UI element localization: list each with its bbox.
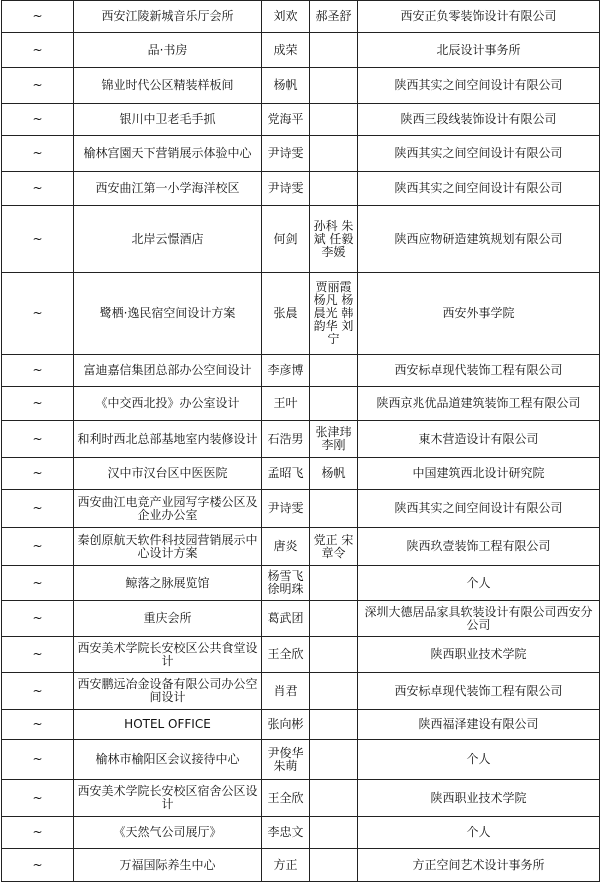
company-name: 陕西职业技术学院 [358,780,600,817]
project-name: 榆林宫園天下营销展示体验中心 [74,136,262,172]
table-row [2,458,600,490]
project-name: 西安美术学院长安校区宿舍公区设计 [74,780,262,817]
designer-name: 杨雪飞 徐明珠 [262,566,310,601]
table-row [2,421,600,458]
project-name: 榆林市榆阳区会议接待中心 [74,740,262,780]
designer-name: 张向彬 [262,710,310,740]
team-members [310,601,358,637]
designer-name: 刘欢 [262,1,310,33]
table-row [2,780,600,817]
row-number: ~ [2,673,74,710]
team-members [310,710,358,740]
project-name: 汉中市汉台区中医医院 [74,458,262,490]
table-body [2,1,600,882]
row-number: ~ [2,33,74,68]
award-list-table [1,0,600,882]
company-name: 陕西玖壹装饰工程有限公司 [358,528,600,566]
company-name: 西安标卓现代装饰工程有限公司 [358,673,600,710]
project-name: 鹭栖·逸民宿空间设计方案 [74,273,262,355]
team-members [310,849,358,882]
team-members: 张津玮 李刚 [310,421,358,458]
table-row [2,673,600,710]
row-number: ~ [2,387,74,421]
row-number: ~ [2,637,74,673]
company-name: 西安外事学院 [358,273,600,355]
team-members [310,33,358,68]
project-name: 品·书房 [74,33,262,68]
table-row [2,172,600,206]
team-members: 党正 宋章令 [310,528,358,566]
table-row [2,637,600,673]
company-name: 陕西福泽建设有限公司 [358,710,600,740]
designer-name: 葛武团 [262,601,310,637]
team-members: 郝圣舒 [310,1,358,33]
project-name: 《天然气公司展厅》 [74,817,262,849]
project-name: HOTEL OFFICE [74,710,262,740]
table-row [2,740,600,780]
team-members: 孙科 朱斌 任毅 李媛 [310,206,358,273]
designer-name: 唐炎 [262,528,310,566]
table-row [2,136,600,172]
company-name: 西安标卓现代装饰工程有限公司 [358,355,600,387]
designer-name: 成荣 [262,33,310,68]
row-number: ~ [2,566,74,601]
team-members [310,68,358,104]
company-name: 个人 [358,566,600,601]
team-members [310,673,358,710]
team-members [310,817,358,849]
row-number: ~ [2,458,74,490]
row-number: ~ [2,740,74,780]
project-name: 秦创原航天软件科技园营销展示中心设计方案 [74,528,262,566]
row-number: ~ [2,136,74,172]
project-name: 万福国际养生中心 [74,849,262,882]
table-row [2,273,600,355]
company-name: 西安正负零装饰设计有限公司 [358,1,600,33]
row-number: ~ [2,206,74,273]
company-name: 方正空间艺术设计事务所 [358,849,600,882]
company-name: 陕西其实之间空间设计有限公司 [358,68,600,104]
row-number: ~ [2,490,74,528]
row-number: ~ [2,104,74,136]
project-name: 《中交西北投》办公室设计 [74,387,262,421]
row-number: ~ [2,710,74,740]
designer-name: 尹俊华 朱萌 [262,740,310,780]
designer-name: 王全欣 [262,780,310,817]
team-members [310,355,358,387]
project-name: 富迪嘉信集团总部办公空间设计 [74,355,262,387]
table-row [2,1,600,33]
team-members: 杨帆 [310,458,358,490]
table-row [2,849,600,882]
team-members [310,740,358,780]
designer-name: 李忠文 [262,817,310,849]
designer-name: 尹诗雯 [262,172,310,206]
project-name: 西安曲江第一小学海洋校区 [74,172,262,206]
row-number: ~ [2,273,74,355]
project-name: 重庆会所 [74,601,262,637]
designer-name: 李彦博 [262,355,310,387]
row-number: ~ [2,68,74,104]
team-members [310,637,358,673]
row-number: ~ [2,421,74,458]
team-members [310,136,358,172]
company-name: 陕西三段线装饰设计有限公司 [358,104,600,136]
designer-name: 王全欣 [262,637,310,673]
table-row [2,817,600,849]
company-name: 北辰设计事务所 [358,33,600,68]
row-number: ~ [2,355,74,387]
company-name: 東木营造设计有限公司 [358,421,600,458]
company-name: 陕西其实之间空间设计有限公司 [358,490,600,528]
table-row [2,601,600,637]
table-row [2,490,600,528]
table-row [2,710,600,740]
team-members [310,172,358,206]
table-row [2,104,600,136]
company-name: 陕西职业技术学院 [358,637,600,673]
designer-name: 尹诗雯 [262,136,310,172]
team-members [310,566,358,601]
project-name: 锦业时代公区精装样板间 [74,68,262,104]
row-number: ~ [2,780,74,817]
project-name: 西安美术学院长安校区公共食堂设计 [74,637,262,673]
project-name: 西安江陵新城音乐厅会所 [74,1,262,33]
designer-name: 肖君 [262,673,310,710]
project-name: 和利时西北总部基地室内装修设计 [74,421,262,458]
row-number: ~ [2,172,74,206]
company-name: 个人 [358,817,600,849]
project-name: 西安曲江电竞产业园写字楼公区及企业办公室 [74,490,262,528]
team-members: 贾丽霞 杨凡 杨晨光 韩韵华 刘宁 [310,273,358,355]
company-name: 深圳大德居品家具软装设计有限公司西安分公司 [358,601,600,637]
team-members [310,387,358,421]
row-number: ~ [2,817,74,849]
designer-name: 尹诗雯 [262,490,310,528]
designer-name: 张晨 [262,273,310,355]
designer-name: 党海平 [262,104,310,136]
company-name: 陕西其实之间空间设计有限公司 [358,136,600,172]
table-row [2,355,600,387]
project-name: 银川中卫老毛手抓 [74,104,262,136]
project-name: 西安鹏远冶金设备有限公司办公空间设计 [74,673,262,710]
company-name: 陕西应物研造建筑规划有限公司 [358,206,600,273]
row-number: ~ [2,849,74,882]
team-members [310,104,358,136]
company-name: 陕西京兆优品道建筑装饰工程有限公司 [358,387,600,421]
project-name: 鲸落之脉展览馆 [74,566,262,601]
table-row [2,566,600,601]
table-row [2,528,600,566]
row-number: ~ [2,601,74,637]
company-name: 陕西其实之间空间设计有限公司 [358,172,600,206]
row-number: ~ [2,528,74,566]
company-name: 中国建筑西北设计研究院 [358,458,600,490]
designer-name: 石浩男 [262,421,310,458]
table-row [2,387,600,421]
designer-name: 方正 [262,849,310,882]
table-row [2,68,600,104]
designer-name: 何剑 [262,206,310,273]
project-name: 北岸云憬酒店 [74,206,262,273]
table-row [2,33,600,68]
team-members [310,780,358,817]
table-row [2,206,600,273]
company-name: 个人 [358,740,600,780]
designer-name: 孟昭飞 [262,458,310,490]
designer-name: 杨帆 [262,68,310,104]
team-members [310,490,358,528]
designer-name: 王叶 [262,387,310,421]
row-number: ~ [2,1,74,33]
